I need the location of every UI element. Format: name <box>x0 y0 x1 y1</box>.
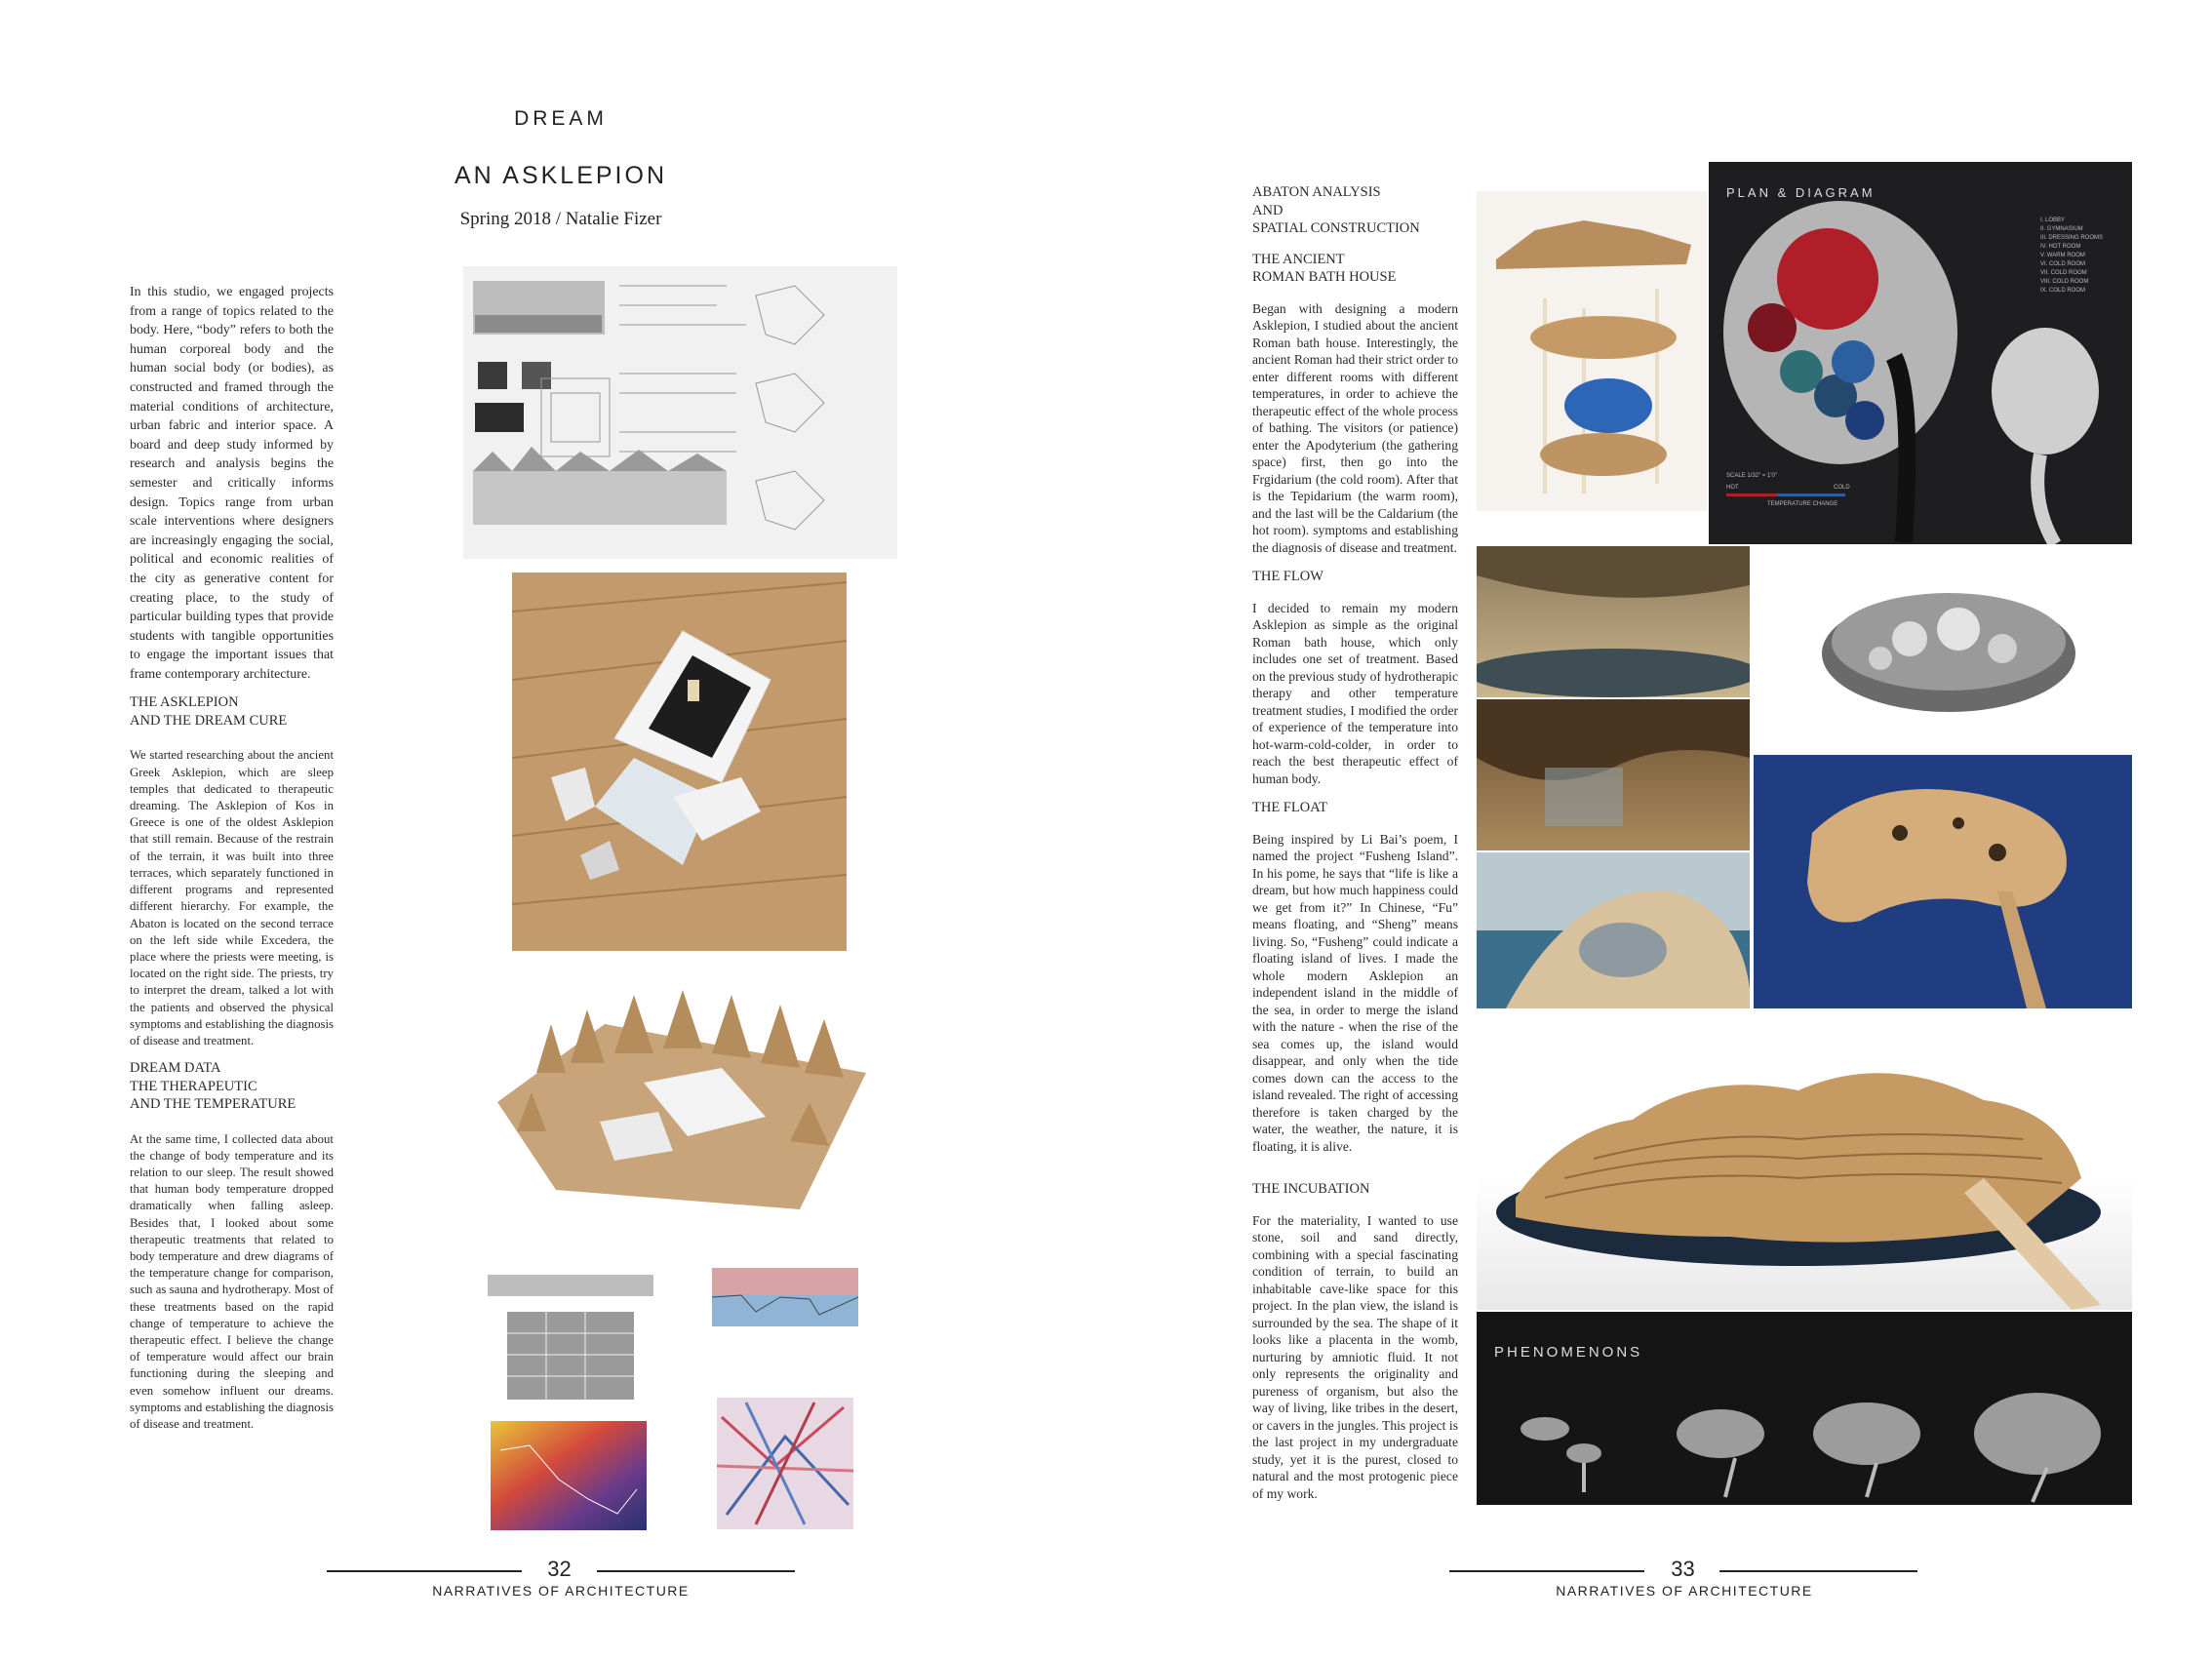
footer-title: NARRATIVES OF ARCHITECTURE <box>432 1583 690 1599</box>
grey-model-image <box>1754 546 2132 751</box>
site-model-top-view-image <box>512 573 847 951</box>
abstract-temperature-painting-image <box>717 1398 853 1529</box>
grey-model-svg <box>1754 546 2132 751</box>
dream-data-paragraph: At the same time, I collected data about the change of body temperature and its relation to our sleep. The result showed that human body temperature dropped dramatically when falling asleep. Besides that, I looked about some therapeutic treatments that related to body temperature and drew diagrams of the temperature change for comparison, such as sauna and hydrotherapy. Most of these treatments based on the rapid change of temperature to achieve the therapeutic effect. I believe the change of temperature would affect our brain functioning during the sleeping and even somehow influent our dreams. symptoms and establishing the diagnosis of disease and treatment. <box>130 1131 335 1432</box>
legend-row: VII. COLD ROOM <box>2040 270 2087 276</box>
plan-temp-label: TEMPERATURE CHANGE <box>1767 501 1838 507</box>
legend-row: VI. COLD ROOM <box>2040 261 2086 267</box>
cave-2-svg <box>1477 699 1750 850</box>
legend-row: III. DRESSING ROOMS <box>2040 235 2104 241</box>
roman-bath-paragraph: Began with designing a modern Asklepion, I studied about the ancient Roman bath house. Interestingly, the ancient Roman had their strict order to enter different rooms with different temperatures, in order to achieve the therapeutic effect of the whole process of bathing. The visitors (or patience) enter the Apodyterium (the gathering space) first, then go into the Frgidarium (the cold room). After that is the Tepidarium (the warm room), and the last will be the Caldarium (the hot room). symptoms and establishing the diagnosis of disease and treatment. <box>1252 300 1458 555</box>
section-heading-asklepion: THE ASKLEPION AND THE DREAM CURE <box>130 694 288 729</box>
plan-scale: SCALE 1/32" = 1'0" <box>1726 473 1777 479</box>
cave-rendering-2 <box>1477 699 1750 850</box>
phenomenons-caption: PHENOMENONS <box>1494 1344 1643 1361</box>
temperature-band-chart-image <box>712 1268 858 1326</box>
drawings-svg <box>463 266 897 559</box>
terrain-model-image <box>497 966 866 1224</box>
right-text-column <box>1252 183 1458 1502</box>
legend-row: I. LOBBY <box>2040 217 2066 223</box>
cardboard-island-svg <box>1754 755 2132 1008</box>
section-heading-dream-data: DREAM DATA THE THERAPEUTIC AND THE TEMPERATURE <box>130 1060 296 1113</box>
cave-rendering-3 <box>1477 852 1750 1008</box>
footer-title-right: NARRATIVES OF ARCHITECTURE <box>1556 1583 1813 1599</box>
site-model-svg <box>512 573 847 951</box>
footer-rule-right <box>597 1570 795 1572</box>
footer-rule-left <box>327 1570 522 1572</box>
floating-model-photo <box>1477 191 1707 511</box>
flow-paragraph: I decided to remain my modern Asklepion as simple as the original Roman bath house, which only includes one set of treatment. Based on the previous study of hydrotherapic therapy and other temperature treatment studies, I modified the order of experience of the temperature into hot-warm-cold-colder, in order to reach the best therapeutic effect of human body. <box>1252 600 1458 786</box>
heading-float: THE FLOAT <box>1252 800 1327 815</box>
left-text-column <box>130 283 334 1433</box>
temperature-chart-grid-image <box>488 1275 653 1402</box>
cave-3-svg <box>1477 852 1750 1008</box>
heading-incubation: THE INCUBATION <box>1252 1181 1370 1197</box>
footer-rule-right-right-page <box>1719 1570 1917 1572</box>
footer-rule-left-right-page <box>1449 1570 1644 1572</box>
legend-row: IX. COLD ROOM <box>2040 288 2086 294</box>
legend-row: V. WARM ROOM <box>2040 253 2085 258</box>
phenomenons-svg <box>1477 1312 2132 1505</box>
page-kicker: DREAM <box>514 107 608 130</box>
band-chart-svg <box>712 1268 858 1326</box>
page-subtitle: Spring 2018 / Natalie Fizer <box>459 209 662 229</box>
legend-row: IV. HOT ROOM <box>2040 244 2081 250</box>
painting-svg <box>717 1398 853 1529</box>
plan-caption: PLAN & DIAGRAM <box>1726 185 1876 200</box>
page-number-right: 33 <box>1671 1557 1695 1581</box>
floating-model-svg <box>1477 191 1707 511</box>
gradient-chart-svg <box>491 1421 647 1530</box>
asklepion-drawings-image <box>463 266 897 559</box>
large-terrain-model-image <box>1477 1012 2132 1310</box>
plan-diagram-image <box>1709 162 2132 544</box>
cardboard-island-image <box>1754 755 2132 1008</box>
terrain-model-svg <box>497 966 866 1224</box>
cave-1-svg <box>1477 546 1750 697</box>
plan-temp-hot: HOT <box>1726 485 1739 491</box>
intro-paragraph: In this studio, we engaged projects from a range of topics related to the body. Here, “body” refers to both the human corporeal body and the human social body (or bodies), as constructed and framed through the material conditions of architecture, urban fabric and interior space. A board and deep study informed by research and analysis begins the semester and critically informs design. Topics range from urban scale interventions where designers are increasingly engaging the social, political and economic realities of the city as generative content for creating place, to the study of particular building types that provide students with tangible opportunities to engage the important issues that frame contemporary architecture. <box>130 285 334 682</box>
plan-legend <box>2040 217 2103 296</box>
plan-temp-cold: COLD <box>1834 485 1850 491</box>
legend-row: VIII. COLD ROOM <box>2040 279 2089 285</box>
legend-row: II. GYMNASIUM <box>2040 226 2083 232</box>
grid-chart-svg <box>488 1275 653 1402</box>
large-terrain-svg <box>1477 1012 2132 1310</box>
incubation-paragraph: For the materiality, I wanted to use stone, soil and sand directly, combining with a special fascinating condition of terrain, to build an inhabitable cave-like space for this project. In the plan view, the island is surrounded by the sea. The shape of it looks like a placenta in the womb, nurturing by amniotic fluid. It not only represents the originality and pureness of organism, but also the way of living, like tribes in the desert, or cavers in the jungles. This project is the last project in my undergraduate study, yet it is the purest, closed to natural and the most protogenic piece of my work. <box>1252 1212 1458 1501</box>
temperature-gradient-chart-image <box>491 1421 647 1530</box>
page-title: AN ASKLEPION <box>454 162 668 189</box>
heading-abaton-analysis: ABATON ANALYSIS AND SPATIAL CONSTRUCTION <box>1252 184 1420 236</box>
cave-rendering-1 <box>1477 546 1750 697</box>
phenomenons-image <box>1477 1312 2132 1505</box>
asklepion-paragraph: We started researching about the ancient Greek Asklepion, which are sleep temples that dedicated to therapeutic dreaming. The Asklepion of Kos in Greece is one of the oldest Asklepion that still remain. Because of the restrain of the terrain, it was built into three terraces, which separately functioned in different programs and represented different hierarchy. For example, the Abaton is located on the second terrace on the left side while Excedera, the place where the priests were meeting, is located on the right side. The priests, try to interpret the dream, talked a lot with the patients and observed the physical symptoms and establishing the diagnosis of disease and treatment. <box>130 748 335 1047</box>
heading-roman-bath: THE ANCIENT ROMAN BATH HOUSE <box>1252 251 1397 285</box>
page-number: 32 <box>547 1557 572 1581</box>
heading-flow: THE FLOW <box>1252 569 1323 584</box>
float-paragraph: Being inspired by Li Bai’s poem, I named the project “Fusheng Island”. In his pome, he says that “life is like a dream, but how much happiness could we get from it?” In Chinese, “Fu” means floating, and “Sheng” means living. So, “Fusheng” could indicate a floating island of lives. I made the whole modern Asklepion an independent island in the middle of the sea, in order to merge the island with the nature - when the rise of the sea comes up, the island would disappear, and only when the tide comes down can the access to the island revealed. The right of accessing therefore is taken charged by the water, the weather, the nature, it is floating, it is alive. <box>1252 831 1458 1154</box>
